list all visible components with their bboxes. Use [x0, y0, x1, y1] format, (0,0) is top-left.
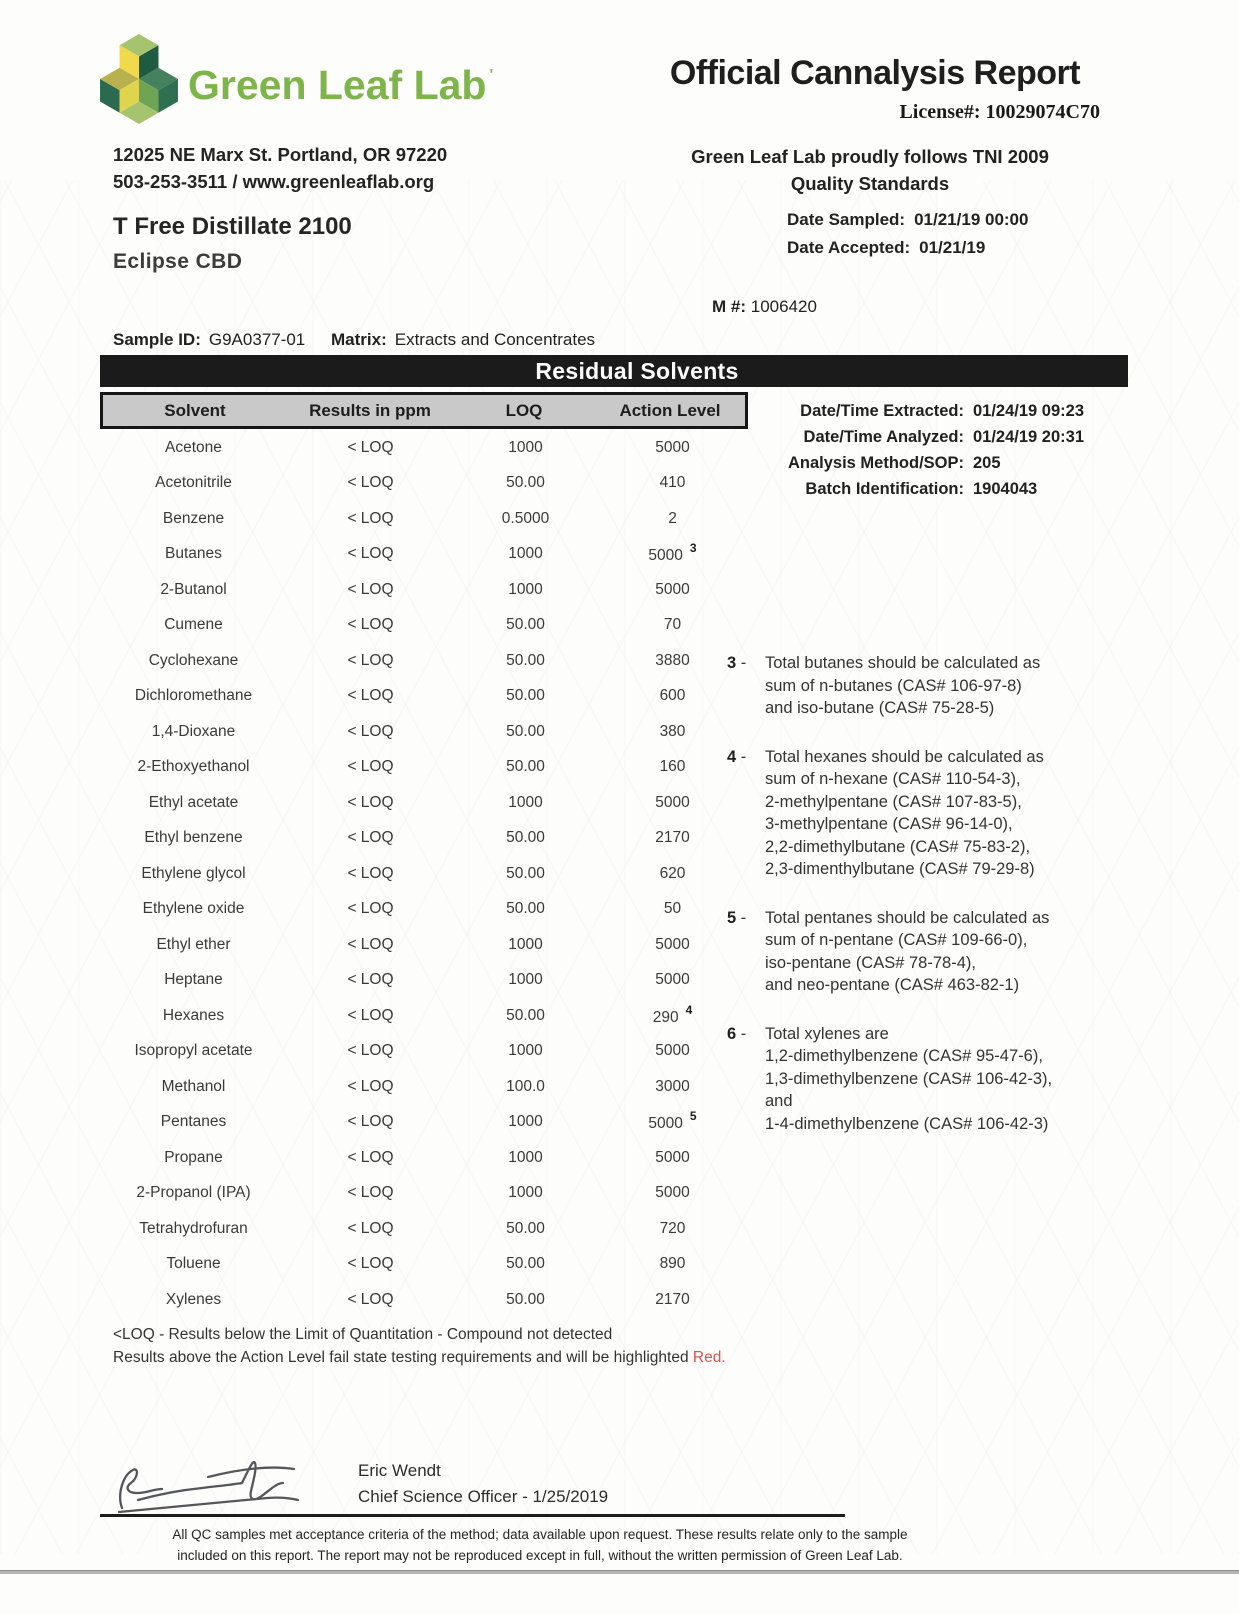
loq-value: 50.00 [506, 829, 545, 847]
loq-value: 50.00 [506, 687, 545, 705]
solvent-name: Acetonitrile [155, 474, 232, 492]
action-level-number: 5000 [655, 971, 690, 989]
action-level-number: 410 [659, 474, 686, 492]
action-level-value [597, 581, 748, 599]
action-level-number: 2170 [655, 829, 690, 847]
tni-statement [640, 143, 1100, 197]
loq-value: 1000 [508, 1113, 543, 1131]
tni-line-2: Quality Standards [790, 173, 950, 194]
result-value: < LOQ [347, 474, 394, 492]
solvent-table-row [100, 1282, 748, 1318]
footnote-text-line: sum of n-butanes (CAS# 106-97-8) [765, 676, 1022, 695]
footnote-text-line: 2,2-dimethylbutane (CAS# 75-83-2), [765, 837, 1031, 856]
solvent-table-row [100, 892, 748, 928]
result-value: < LOQ [347, 971, 394, 989]
solvent-name: Cyclohexane [148, 651, 239, 669]
result-value: < LOQ [347, 935, 394, 953]
action-level-value [597, 652, 748, 670]
solvent-name: Acetone [165, 438, 222, 456]
result-value: < LOQ [347, 758, 394, 776]
action-level-footnote-text: Results above the Action Level fail state testing requirements and will be highlighted [113, 1349, 693, 1366]
product-name: T Free Distillate 2100 [113, 213, 352, 240]
solvent-table-row [100, 1247, 748, 1283]
sample-id-label: Sample ID: [113, 330, 201, 349]
action-level-number: 5000 [655, 1148, 690, 1166]
analysis-info-label: Date/Time Analyzed: [803, 428, 964, 446]
result-value: < LOQ [347, 864, 394, 882]
action-level-number: 160 [659, 758, 686, 776]
result-value: < LOQ [347, 900, 394, 918]
action-level-value [597, 794, 748, 812]
solvent-table-row [100, 608, 748, 644]
m-number-row [712, 297, 817, 317]
footnote-text-line: 3-methylpentane (CAS# 96-14-0), [765, 815, 1013, 833]
footnote-text-line: 1-4-dimethylbenzene (CAS# 106-42-3) [765, 1114, 1049, 1133]
signer-name: Eric Wendt [358, 1461, 441, 1480]
footnote-text-line: Total hexanes should be calculated as [765, 747, 1044, 766]
footnote-text [765, 907, 1049, 997]
logo-wordmark-text: Green Leaf Lab [188, 62, 487, 108]
loq-value: 1000 [508, 580, 543, 598]
footer-line-2: included on this report. The report may not be reproduced except in full, without the written permission of Green Leaf Lab. [177, 1548, 903, 1563]
solvent-name: 2-Propanol (IPA) [136, 1184, 251, 1202]
column-header-results: Results in ppm [309, 400, 431, 420]
action-level-value [597, 543, 748, 565]
footnote-ref: 5 [689, 1109, 697, 1124]
action-level-value [597, 1291, 748, 1309]
action-level-number: 5000 [655, 438, 690, 456]
loq-value: 50.00 [506, 1290, 545, 1308]
matrix-value: Extracts and Concentrates [394, 330, 596, 349]
solvent-name: Butanes [165, 545, 222, 563]
solvent-table-row [100, 1211, 748, 1247]
date-sampled-value: 01/21/19 00:00 [914, 210, 1029, 229]
loq-value: 50.00 [506, 900, 545, 918]
footnote-number: 3 - [727, 654, 751, 672]
solvent-table-header [100, 392, 748, 429]
client-name: Eclipse CBD [113, 250, 243, 273]
footnote-text-line: and iso-butane (CAS# 75-28-5) [765, 699, 995, 717]
action-level-value [597, 900, 748, 918]
footnote-number: 6 - [727, 1024, 751, 1043]
solvent-name: 2-Ethoxyethanol [137, 758, 250, 776]
result-value: < LOQ [347, 438, 394, 456]
result-value: < LOQ [347, 1042, 394, 1060]
footnote-number-digit: 5 [727, 908, 737, 927]
solvent-name: 2-Butanol [160, 580, 227, 598]
analysis-info-value: 1904043 [973, 480, 1038, 498]
report-title: Official Cannalysis Report [669, 54, 1081, 92]
footnote-text [765, 652, 1040, 720]
date-accepted-value: 01/21/19 [919, 238, 986, 257]
date-accepted-label: Date Accepted: [787, 238, 911, 257]
solvent-name: Ethylene oxide [142, 900, 245, 918]
footnote-text-line: and [765, 1092, 793, 1110]
solvent-name: Ethyl benzene [144, 829, 243, 847]
loq-value: 1000 [508, 1148, 543, 1166]
solvent-name: Cumene [164, 616, 223, 634]
loq-value: 50.00 [506, 1006, 545, 1024]
loq-value: 1000 [508, 971, 543, 989]
loq-value: 1000 [508, 545, 543, 563]
footnote-text-line: 1,3-dimethylbenzene (CAS# 106-42-3), [765, 1069, 1053, 1088]
lab-street-address: 12025 NE Marx St. Portland, OR 97220 [113, 144, 448, 165]
solvent-table-row [100, 856, 748, 892]
footnote-definitions [727, 652, 1157, 1161]
solvent-name: Toluene [166, 1255, 221, 1273]
column-header-loq: LOQ [505, 400, 543, 420]
solvent-table-row [100, 927, 748, 963]
footnote-text-line: and neo-pentane (CAS# 463-82-1) [765, 976, 1020, 994]
action-level-number: 2170 [655, 1290, 690, 1308]
solvent-name: 1,4-Dioxane [151, 722, 236, 740]
analysis-info-block [758, 398, 1084, 502]
trademark-tick: ' [489, 66, 494, 83]
solvent-table-row [100, 501, 748, 537]
analysis-info-value: 205 [973, 454, 1001, 472]
solvent-name: Ethyl ether [156, 935, 231, 953]
solvent-table-row [100, 998, 748, 1034]
red-word: Red. [692, 1349, 726, 1366]
action-level-footnote [113, 1349, 726, 1367]
section-header-residual-solvents: Residual Solvents [100, 355, 1128, 387]
m-number-label: M #: [712, 297, 746, 316]
footnote-text-line: sum of n-pentane (CAS# 109-66-0), [765, 931, 1028, 949]
analysis-info-label: Analysis Method/SOP: [787, 454, 964, 472]
result-value: < LOQ [347, 651, 394, 669]
action-level-number: 5000 [655, 1184, 690, 1202]
solvent-name: Xylenes [165, 1290, 222, 1308]
footnote-text-line: Total butanes should be calculated as [765, 654, 1041, 672]
analysis-info-row [758, 450, 1084, 476]
result-value: < LOQ [347, 793, 394, 811]
action-level-number: 5000 [655, 935, 690, 953]
action-level-value [597, 758, 748, 776]
footnote-ref: 3 [689, 541, 697, 556]
result-value: < LOQ [347, 1148, 394, 1166]
solvent-name: Benzene [162, 509, 225, 527]
action-level-value [597, 1184, 748, 1202]
action-level-value [597, 616, 748, 634]
loq-value: 100.0 [506, 1077, 545, 1095]
solvent-table-row [100, 466, 748, 502]
loq-value: 50.00 [506, 758, 545, 776]
action-level-number: 890 [659, 1255, 686, 1273]
action-level-number: 3880 [655, 651, 690, 669]
action-level-value [597, 1078, 748, 1096]
solvent-table-row [100, 537, 748, 573]
solvent-table-row [100, 1105, 748, 1141]
solvent-name: Ethyl acetate [148, 793, 239, 811]
footnote-number: 5 - [727, 908, 751, 927]
matrix-row [331, 330, 595, 350]
loq-value: 50.00 [506, 864, 545, 882]
action-level-value [597, 687, 748, 705]
solvent-name: Hexanes [162, 1006, 225, 1024]
logo-wordmark [188, 62, 494, 109]
result-value: < LOQ [347, 1219, 394, 1237]
action-level-value [597, 1002, 748, 1027]
column-header-solvent: Solvent [164, 400, 226, 420]
footnote-text-line: 1,2-dimethylbenzene (CAS# 95-47-6), [765, 1047, 1043, 1065]
solvent-table-row [100, 643, 748, 679]
result-value: < LOQ [347, 687, 394, 705]
loq-value: 50.00 [506, 1255, 545, 1273]
solvent-table-row [100, 821, 748, 857]
matrix-label: Matrix: [331, 330, 387, 349]
action-level-number: 50 [663, 900, 682, 918]
solvent-name: Isopropyl acetate [134, 1042, 253, 1060]
solvent-name: Tetrahydrofuran [139, 1219, 248, 1237]
action-level-value [597, 1255, 748, 1273]
analysis-info-row [758, 424, 1084, 450]
bottom-border-line [0, 1570, 1239, 1574]
analysis-info-value: 01/24/19 20:31 [973, 428, 1085, 446]
footnote-number-digit: 4 [727, 747, 737, 766]
analysis-info-row [758, 398, 1084, 424]
footnote-definition [727, 746, 1157, 881]
footnote-text-line: iso-pentane (CAS# 78-78-4), [765, 953, 976, 972]
action-level-value [597, 723, 748, 741]
result-value: < LOQ [347, 509, 394, 527]
solvent-table-row [100, 785, 748, 821]
loq-value: 50.00 [506, 651, 545, 669]
action-level-value [597, 510, 748, 528]
action-level-value [597, 474, 748, 492]
footnote-definition [727, 652, 1157, 720]
loq-value: 50.00 [506, 1219, 545, 1237]
footer-line-1: All QC samples met acceptance criteria of the method; data available upon request. These results relate only to the sample [172, 1527, 908, 1542]
action-level-number: 600 [659, 687, 686, 705]
action-level-number: 5000 [648, 547, 683, 565]
solvent-table-row [100, 1069, 748, 1105]
action-level-value [597, 829, 748, 847]
date-sampled-row [787, 206, 1028, 234]
lab-phone-website: 503-253-3511 / www.greenleaflab.org [113, 171, 435, 192]
solvent-name: Heptane [164, 971, 223, 989]
lab-address-block [113, 141, 447, 195]
solvent-name: Methanol [161, 1077, 226, 1095]
result-value: < LOQ [347, 829, 394, 847]
sample-id-value: G9A0377-01 [208, 330, 306, 349]
result-value: < LOQ [347, 722, 394, 740]
solvent-table-row [100, 572, 748, 608]
result-value: < LOQ [347, 1077, 394, 1095]
action-level-number: 70 [663, 616, 682, 634]
footnote-number-digit: 3 [727, 654, 737, 672]
action-level-number: 380 [659, 722, 686, 740]
sample-id-row [113, 330, 305, 350]
solvent-table-body [100, 430, 748, 1318]
signature-image [112, 1448, 312, 1520]
footnote-text-line: Total xylenes are [765, 1024, 889, 1043]
action-level-value [597, 439, 748, 457]
footnote-definition [727, 907, 1157, 997]
action-level-number: 2 [668, 509, 677, 527]
loq-footnote: <LOQ - Results below the Limit of Quantitation - Compound not detected [113, 1326, 613, 1343]
action-level-value [597, 936, 748, 954]
analysis-info-row [758, 476, 1084, 502]
loq-value: 50.00 [506, 722, 545, 740]
sample-dates-block [787, 206, 1028, 262]
solvent-table-row [100, 1034, 748, 1070]
signature-divider [100, 1514, 845, 1517]
result-value: < LOQ [347, 1184, 394, 1202]
action-level-number: 290 [652, 1008, 679, 1026]
solvent-table-row [100, 747, 748, 786]
action-level-number: 620 [659, 864, 686, 882]
action-level-value [597, 1111, 748, 1133]
solvent-name: Ethylene glycol [141, 864, 246, 882]
footnote-text [765, 746, 1044, 881]
footnote-text-line: 2,3-dimenthylbutane (CAS# 79-29-8) [765, 860, 1035, 878]
analysis-info-label: Batch Identification: [805, 480, 964, 498]
signer-title: Chief Science Officer - 1/25/2019 [358, 1487, 609, 1506]
action-level-value [597, 1220, 748, 1238]
result-value: < LOQ [347, 545, 394, 563]
solvent-name: Pentanes [160, 1113, 227, 1131]
action-level-number: 5000 [648, 1115, 683, 1133]
action-level-number: 3000 [655, 1077, 690, 1095]
tni-line-1: Green Leaf Lab proudly follows TNI 2009 [691, 146, 1049, 167]
greenleaf-cube-hexagon-logo-icon [100, 34, 178, 124]
solvent-table-row [100, 1176, 748, 1212]
loq-value: 0.5000 [501, 509, 550, 527]
date-accepted-row [787, 234, 1028, 262]
action-level-number: 5000 [655, 580, 690, 598]
action-level-number: 5000 [655, 1042, 690, 1060]
analysis-info-value: 01/24/19 09:23 [973, 402, 1085, 420]
solvent-table-row [100, 430, 748, 466]
loq-value: 1000 [508, 438, 543, 456]
solvent-table-row [100, 1140, 748, 1176]
action-level-number: 5000 [655, 793, 690, 811]
action-level-value [597, 865, 748, 883]
action-level-value [597, 1149, 748, 1167]
loq-value: 1000 [508, 793, 543, 811]
result-value: < LOQ [347, 616, 394, 634]
action-level-value [597, 1042, 748, 1060]
loq-value: 50.00 [506, 474, 545, 492]
solvent-table-row [100, 963, 748, 999]
date-sampled-label: Date Sampled: [787, 210, 906, 229]
loq-value: 1000 [508, 1184, 543, 1202]
footnote-number: 4 - [727, 747, 751, 766]
footnote-definition [727, 1023, 1157, 1136]
license-number: License#: 10029074C70 [899, 101, 1100, 123]
result-value: < LOQ [347, 580, 394, 598]
action-level-number: 720 [659, 1219, 686, 1237]
footnote-text [765, 1023, 1052, 1136]
solvent-table-row [100, 679, 748, 715]
footer-disclaimer [100, 1524, 980, 1566]
result-value: < LOQ [347, 1290, 394, 1308]
solvent-table-row [100, 714, 748, 750]
column-header-action-level: Action Level [619, 400, 721, 420]
analysis-info-label: Date/Time Extracted: [800, 402, 964, 420]
result-value: < LOQ [347, 1006, 394, 1024]
result-value: < LOQ [347, 1255, 394, 1273]
footnote-number-digit: 6 [727, 1024, 737, 1043]
action-level-value [597, 971, 748, 989]
footnote-text-line: 2-methylpentane (CAS# 107-83-5), [765, 792, 1022, 811]
footnote-text-line: Total pentanes should be calculated as [765, 908, 1050, 927]
m-number-value: 1006420 [750, 297, 817, 316]
solvent-name: Dichloromethane [134, 687, 253, 705]
loq-value: 50.00 [506, 616, 545, 634]
loq-value: 1000 [508, 935, 543, 953]
footnote-ref: 4 [685, 1002, 693, 1017]
solvent-name: Propane [164, 1148, 223, 1166]
result-value: < LOQ [347, 1113, 394, 1131]
footnote-text-line: sum of n-hexane (CAS# 110-54-3), [765, 770, 1021, 788]
loq-value: 1000 [508, 1042, 543, 1060]
